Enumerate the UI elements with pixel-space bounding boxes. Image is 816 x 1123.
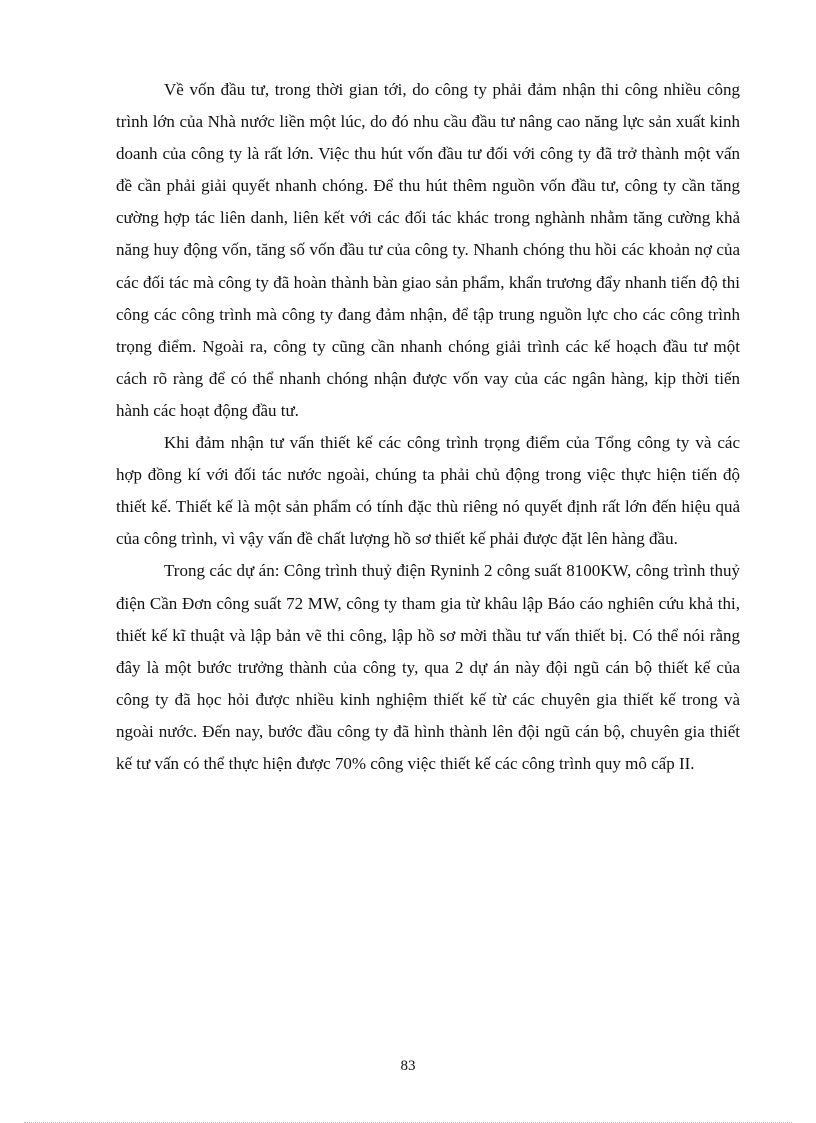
paragraph-design-consulting: Khi đảm nhận tư vấn thiết kế các công trình trọng điểm của Tổng công ty và các hợp đồng kí với đối tác nước ngoài, chúng ta phải chủ động trong việc thực hiện tiến độ thiết kế. Thiết kế là một sản phẩm có tính đặc thù riêng nó quyết định rất lớn đến hiệu quả của công trình, vì vậy vấn đề chất lượng hồ sơ thiết kế phải được đặt lên hàng đầu. (116, 433, 740, 549)
paragraph-investment-capital: Về vốn đầu tư, trong thời gian tới, do công ty phải đảm nhận thi công nhiều công trình lớn của Nhà nước liền một lúc, do đó nhu cầu đầu tư nâng cao năng lực sản xuất kinh doanh của công ty là rất lớn. Việc thu hút vốn đầu tư đối với công ty đã trở thành một vấn đề cần phải giải quyết nhanh chóng. Để thu hút thêm nguồn vốn đầu tư, công ty cần tăng cường hợp tác liên danh, liên kết với các đối tác khác trong nghành nhằm tăng cường khả năng huy động vốn, tăng số vốn đầu tư của công ty. Nhanh chóng thu hồi các khoản nợ của các đối tác mà công ty đã hoàn thành bàn giao sản phẩm, khẩn trương đẩy nhanh tiến độ thi công các công trình mà công ty đang đảm nhận, để tập trung nguồn lực cho các công trình trọng điểm. Ngoài ra, công ty cũng cần nhanh chóng giải trình các kế hoạch đầu tư một cách rõ ràng để có thể nhanh chóng nhận được vốn vay của các ngân hàng, kịp thời tiến hành các hoạt động đầu tư. (116, 80, 740, 420)
page-number: 83 (400, 1058, 416, 1074)
page-body (116, 74, 740, 780)
paragraph-projects: Trong các dự án: Công trình thuỷ điện Ryninh 2 công suất 8100KW, công trình thuỷ điện Cần Đơn công suất 72 MW, công ty tham gia từ khâu lập Báo cáo nghiên cứu khả thi, thiết kế kĩ thuật và lập bản vẽ thi công, lập hồ sơ mời thầu tư vấn thiết bị. Có thể nói rằng đây là một bước trưởng thành của công ty, qua 2 dự án này đội ngũ cán bộ thiết kế của công ty đã học hỏi được nhiều kinh nghiệm thiết kế từ các chuyên gia thiết kế trong và ngoài nước. Đến nay, bước đầu công ty đã hình thành lên đội ngũ cán bộ, chuyên gia thiết kế tư vấn có thể thực hiện được 70% công việc thiết kế các công trình quy mô cấp II. (116, 561, 740, 773)
